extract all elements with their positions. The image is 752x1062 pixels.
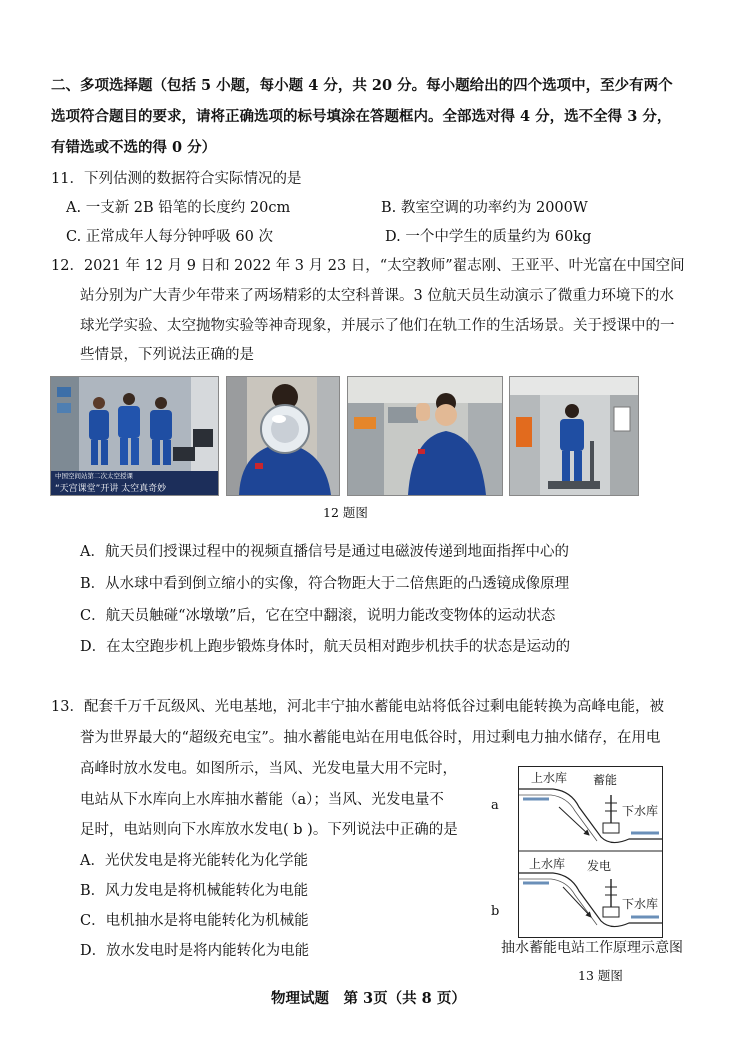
q11-stem: 11．下列估测的数据符合实际情况的是	[51, 171, 302, 187]
q12-option-b: B．从水球中看到倒立缩小的实像，符合物距大于二倍焦距的凸透镜成像原理	[80, 576, 570, 592]
q13-option-b: B．风力发电是将机械能转化为电能	[80, 883, 309, 899]
q13-option-c: C．电机抽水是将电能转化为机械能	[80, 913, 309, 929]
q13-fig-title: 抽水蓄能电站工作原理示意图	[501, 940, 683, 956]
q11-option-b: B. 教室空调的功率约为 2000W	[381, 200, 588, 216]
q13-stem-line3: 高峰时放水发电。如图所示，当风、光发电量大用不完时，	[80, 761, 457, 777]
q12-photo-treadmill-scene	[510, 377, 638, 495]
q12-stem-line3: 球光学实验、太空抛物实验等神奇现象，并展示了他们在轨工作的生活场景。关于授课中的一	[80, 318, 675, 334]
q12-photo-water-ball	[226, 376, 340, 496]
q13-fig-lower-a: 下水库	[622, 804, 659, 818]
q12-stem-line4: 些情景，下列说法正确的是	[80, 347, 254, 363]
q13-stem-line1: 13．配套千万千瓦级风、光电基地，河北丰宁抽水蓄能电站将低谷过剩电能转换为高峰电能，被	[51, 699, 664, 715]
q11-option-d: D. 一个中学生的质量约为 60kg	[385, 229, 592, 245]
q13-stem-line5: 足时，电站则向下水库放水发电( b )。下列说法中正确的是	[80, 822, 458, 838]
q12-stem-line1: 12．2021 年 12 月 9 日和 2022 年 3 月 23 日，“太空教师”翟志刚、王亚平、叶光富在中国空间	[51, 258, 685, 274]
q12-option-a: A．航天员们授课过程中的视频直播信号是通过电磁波传递到地面指挥中心的	[80, 544, 569, 560]
q12-photo-treadmill	[509, 376, 639, 496]
q12-option-c: C．航天员触碰“冰墩墩”后，它在空中翻滚，说明力能改变物体的运动状态	[80, 608, 556, 624]
q13-diagram	[518, 766, 663, 938]
section-header-line1: 二、多项选择题（包括 5 小题，每小题 4 分，共 20 分。每小题给出的四个选项中，至少有两个	[51, 77, 673, 94]
q13-caption: 13 题图	[578, 968, 623, 983]
section-header-line2: 选项符合题目的要求，请将正确选项的标号填涂在答题框内。全部选对得 4 分，选不全得 3 分，	[51, 108, 672, 125]
q12-caption: 12 题图	[323, 505, 368, 520]
q12-photo-classroom	[50, 376, 219, 496]
q13-fig-upper-a: 上水库	[531, 771, 568, 785]
q12-photo-cabin	[347, 376, 503, 496]
q12-photo-cabin-scene	[348, 377, 502, 495]
q13-option-a: A．光伏发电是将光能转化为化学能	[80, 853, 308, 869]
q12-photo-banner-small: 中国空间站第二次太空授课	[55, 472, 133, 480]
q13-fig-lower-b: 下水库	[622, 897, 659, 911]
q12-photo-water-ball-scene	[227, 377, 339, 495]
q13-stem-line4: 电站从下水库向上水库抽水蓄能（a）；当风、光发电量不	[80, 792, 444, 808]
q13-fig-label-b: b	[491, 904, 500, 919]
q13-fig-label-a: a	[491, 798, 499, 813]
q13-fig-action-a: 蓄能	[593, 773, 618, 787]
q11-option-a: A. 一支新 2B 铅笔的长度约 20cm	[66, 200, 291, 216]
q13-fig-action-b: 发电	[587, 859, 612, 873]
q12-stem-line2: 站分别为广大青少年带来了两场精彩的太空科普课。3 位航天员生动演示了微重力环境下的水	[80, 288, 674, 304]
q13-option-d: D．放水发电时是将内能转化为电能	[80, 943, 310, 959]
q13-fig-upper-b: 上水库	[529, 857, 566, 871]
q11-option-c: C. 正常成年人每分钟呼吸 60 次	[66, 229, 273, 245]
q12-photo-banner: “天宫课堂”开讲 太空真奇妙	[55, 484, 167, 494]
q13-stem-line2: 誉为世界最大的“超级充电宝”。抽水蓄能电站在用电低谷时，用过剩电力抽水储存，在用电	[80, 730, 661, 746]
section-header-line3: 有错选或不选的得 0 分）	[51, 139, 217, 156]
q12-option-d: D．在太空跑步机上跑步锻炼身体时，航天员相对跑步机扶手的状态是运动的	[80, 639, 571, 655]
page-footer: 物理试题 第 3页（共 8 页）	[271, 990, 466, 1007]
